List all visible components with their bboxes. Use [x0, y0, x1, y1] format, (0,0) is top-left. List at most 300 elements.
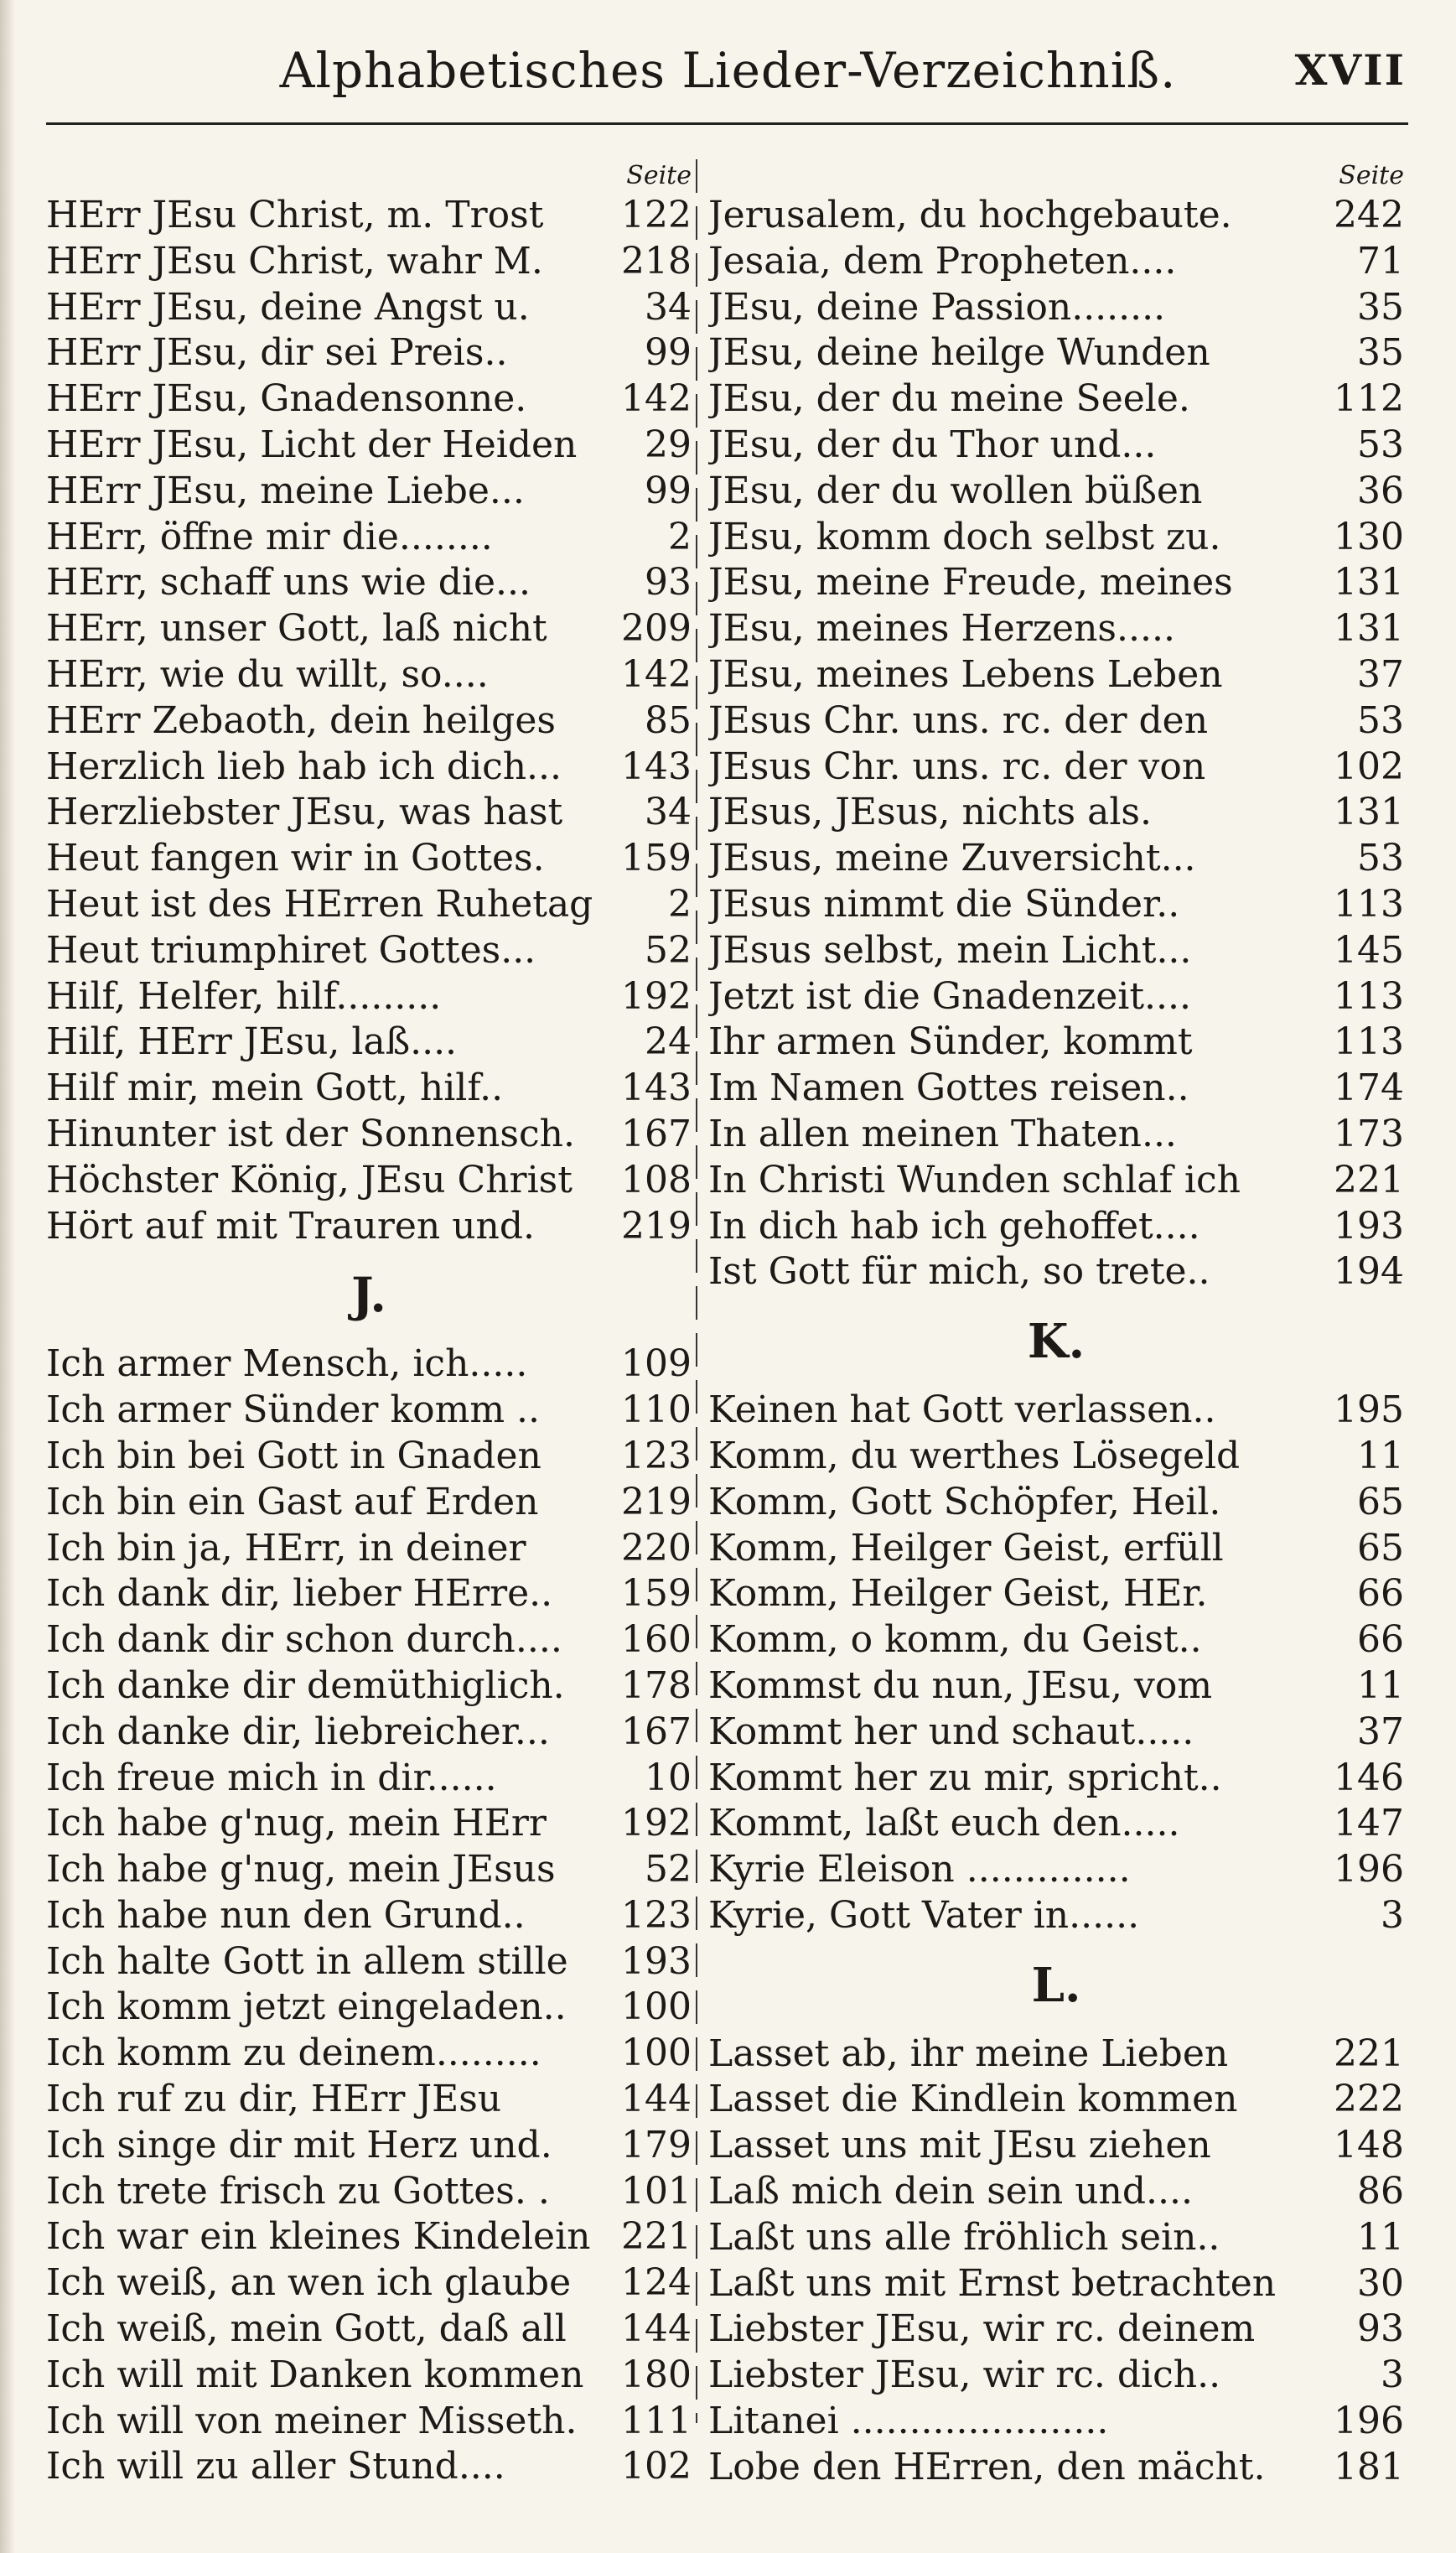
entry-page-number: 34 [645, 791, 692, 834]
index-entry [46, 1985, 692, 2031]
section-heading-k: K. [1027, 1314, 1086, 1370]
entry-page-number: 167 [621, 1710, 692, 1753]
left-column [46, 159, 692, 2490]
index-entry [708, 423, 1404, 469]
entry-page-number: 113 [1334, 1020, 1404, 1064]
entry-page-number: 143 [621, 1066, 692, 1110]
entry-title: Ich dank dir, lieber HErre.. [46, 1572, 553, 1616]
index-entry [46, 790, 692, 836]
entry-title: JEsus Chr. uns. rc. der von [708, 745, 1206, 788]
entry-title: Ich ruf zu dir, HErr JEsu [46, 2078, 502, 2121]
entry-page-number: 180 [621, 2353, 692, 2396]
entry-page-number: 66 [1357, 1618, 1404, 1662]
index-entry [708, 1249, 1404, 1295]
entry-title: Heut triumphiret Gottes... [46, 928, 536, 972]
entry-page-number: 222 [1334, 2078, 1404, 2121]
entry-title: JEsu, meines Lebens Leben [708, 652, 1223, 696]
entry-page-number: 65 [1357, 1526, 1404, 1570]
index-entry [708, 606, 1404, 652]
entry-title: Komm, du werthes Lösegeld [708, 1434, 1241, 1477]
index-entry [708, 330, 1404, 376]
index-entry [46, 1434, 692, 1480]
index-entry [708, 790, 1404, 836]
entry-title: Ich weiß, an wen ich glaube [46, 2261, 572, 2305]
entry-title: Hilf, Helfer, hilf......... [46, 974, 442, 1018]
entry-page-number: 2 [668, 515, 692, 558]
entry-title: Keinen hat Gott verlassen.. [708, 1388, 1216, 1432]
index-entry [708, 1066, 1404, 1112]
index-entry [46, 2123, 692, 2169]
entry-page-number: 147 [1334, 1802, 1404, 1845]
index-entry [46, 2077, 692, 2123]
entry-title: Laßt uns alle fröhlich sein.. [708, 2215, 1220, 2259]
entry-page-number: 100 [621, 1985, 692, 2029]
index-entry [46, 652, 692, 698]
index-entry [46, 1617, 692, 1663]
index-entry [46, 560, 692, 606]
entry-page-number: 144 [621, 2307, 692, 2351]
index-entry [46, 1388, 692, 1434]
entry-title: JEsu, der du meine Seele. [708, 377, 1190, 421]
index-entry [46, 882, 692, 928]
index-entry [708, 1893, 1404, 1939]
entry-page-number: 85 [645, 698, 692, 742]
entry-title: HErr JEsu, Gnadensonne. [46, 377, 527, 421]
seite-label-right: Seite [1339, 161, 1404, 190]
index-entry [46, 1847, 692, 1893]
entry-title: Ich trete frisch zu Gottes. . [46, 2169, 550, 2213]
entry-page-number: 66 [1357, 1572, 1404, 1616]
index-entry [46, 2353, 692, 2399]
index-entry [46, 745, 692, 791]
index-entry [708, 974, 1404, 1020]
entry-title: HErr JEsu, Licht der Heiden [46, 423, 578, 466]
header-rule [46, 122, 1408, 125]
entry-title: Ich danke dir demüthiglich. [46, 1663, 565, 1707]
entry-page-number: 112 [1334, 377, 1404, 421]
page-title: Alphabetisches Lieder-Verzeichniß. [279, 42, 1177, 99]
index-entry [46, 928, 692, 974]
entry-title: JEsus nimmt die Sünder.. [708, 882, 1180, 926]
entries-i-list [46, 1341, 692, 2490]
index-entry [708, 2307, 1404, 2353]
index-entry [708, 2261, 1404, 2307]
entry-page-number: 174 [1334, 1066, 1404, 1110]
entry-title: HErr JEsu, meine Liebe... [46, 469, 525, 512]
entry-page-number: 102 [1334, 745, 1404, 788]
index-entry [46, 2031, 692, 2077]
entry-page-number: 93 [1357, 2307, 1404, 2351]
index-entry [708, 1112, 1404, 1158]
entry-page-number: 123 [621, 1893, 692, 1937]
entry-title: HErr JEsu Christ, wahr M. [46, 239, 543, 283]
entry-page-number: 221 [621, 2215, 692, 2259]
entry-page-number: 179 [621, 2123, 692, 2166]
entry-page-number: 142 [621, 377, 692, 421]
index-entry [708, 1388, 1404, 1434]
entry-page-number: 218 [621, 239, 692, 283]
entry-title: JEsus, meine Zuversicht... [708, 837, 1196, 880]
entry-page-number: 10 [645, 1756, 692, 1799]
entry-page-number: 11 [1357, 2215, 1404, 2259]
entry-title: Laßt uns mit Ernst betrachten [708, 2261, 1277, 2305]
page-number: XVII [1294, 45, 1406, 95]
index-entry [46, 330, 692, 376]
entry-title: Kommst du nun, JEsu, vom [708, 1663, 1213, 1707]
entry-page-number: 130 [1334, 515, 1404, 558]
index-entry [708, 193, 1404, 239]
entry-title: Liebster JEsu, wir rc. deinem [708, 2307, 1256, 2351]
entry-title: In dich hab ich gehoffet.... [708, 1204, 1200, 1248]
entry-title: Ich habe g'nug, mein JEsus [46, 1848, 556, 1891]
index-entry [46, 974, 692, 1020]
index-entry [46, 285, 692, 331]
entry-title: JEsu, meine Freude, meines [708, 561, 1233, 605]
index-entry [46, 1204, 692, 1250]
page-header [0, 42, 1456, 117]
entry-title: JEsu, meines Herzens..... [708, 607, 1175, 651]
index-entry [46, 1571, 692, 1617]
entry-page-number: 36 [1357, 469, 1404, 512]
entry-title: Kommt, laßt euch den..... [708, 1802, 1180, 1845]
index-entry [708, 1204, 1404, 1250]
entry-title: Hilf, HErr JEsu, laß.... [46, 1020, 458, 1064]
entry-title: Herzliebster JEsu, was hast [46, 791, 563, 834]
entry-page-number: 192 [621, 974, 692, 1018]
index-entry [708, 2032, 1404, 2078]
entry-page-number: 110 [621, 1388, 692, 1432]
index-entry [46, 698, 692, 745]
index-entry [46, 836, 692, 882]
entry-title: JEsu, deine heilge Wunden [708, 331, 1210, 375]
entry-page-number: 193 [621, 1939, 692, 1983]
index-entry [708, 2445, 1404, 2491]
entry-title: HErr, schaff uns wie die... [46, 561, 531, 605]
entry-page-number: 221 [1334, 1158, 1404, 1201]
entry-title: JEsu, der du Thor und... [708, 423, 1157, 466]
entry-title: Ich bin ein Gast auf Erden [46, 1480, 539, 1523]
entry-page-number: 196 [1334, 1848, 1404, 1891]
entry-title: Ich will von meiner Misseth. [46, 2399, 578, 2442]
entries-l-list [708, 2032, 1404, 2491]
index-entry [708, 1526, 1404, 1572]
entry-page-number: 100 [621, 2032, 692, 2075]
entry-title: Hinunter ist der Sonnensch. [46, 1112, 575, 1155]
entry-page-number: 34 [645, 285, 692, 329]
index-entry [46, 1801, 692, 1847]
index-entry [46, 469, 692, 515]
entry-title: Komm, Heilger Geist, erfüll [708, 1526, 1224, 1570]
index-entry [708, 1801, 1404, 1847]
index-entry [46, 1663, 692, 1710]
entry-title: Komm, Heilger Geist, HEr. [708, 1572, 1208, 1616]
entry-title: HErr JEsu, dir sei Preis.. [46, 331, 508, 375]
entry-title: Ich armer Mensch, ich..... [46, 1342, 528, 1386]
entry-page-number: 35 [1357, 285, 1404, 329]
entry-title: Ich singe dir mit Herz und. [46, 2123, 552, 2166]
index-entry [708, 1756, 1404, 1802]
index-entry [46, 1939, 692, 1985]
entry-title: Jesaia, dem Propheten.... [708, 239, 1177, 283]
entry-page-number: 159 [621, 837, 692, 880]
index-entry [46, 515, 692, 561]
entry-title: Heut fangen wir in Gottes. [46, 837, 545, 880]
entry-title: Kommt her und schaut..... [708, 1710, 1194, 1753]
entry-page-number: 192 [621, 1802, 692, 1845]
entry-page-number: 111 [621, 2399, 692, 2442]
entry-title: HErr JEsu, deine Angst u. [46, 285, 530, 329]
entry-page-number: 194 [1334, 1250, 1404, 1294]
index-entry [46, 376, 692, 423]
index-entry [708, 560, 1404, 606]
entry-page-number: 142 [621, 652, 692, 696]
entry-title: Ich komm zu deinem......... [46, 2032, 541, 2075]
entry-page-number: 109 [621, 1342, 692, 1386]
index-entry [708, 515, 1404, 561]
entry-page-number: 65 [1357, 1480, 1404, 1523]
entry-page-number: 173 [1334, 1112, 1404, 1155]
entry-page-number: 195 [1334, 1388, 1404, 1432]
entry-title: JEsu, der du wollen büßen [708, 469, 1203, 512]
index-entry [708, 239, 1404, 285]
entry-title: Ich dank dir schon durch.... [46, 1618, 562, 1662]
seite-label-left: Seite [626, 161, 692, 190]
index-entry [708, 882, 1404, 928]
entry-title: Komm, o komm, du Geist.. [708, 1618, 1202, 1662]
entry-page-number: 131 [1334, 607, 1404, 651]
entry-page-number: 86 [1357, 2170, 1404, 2213]
index-entry [46, 193, 692, 239]
entry-page-number: 37 [1357, 1710, 1404, 1753]
entry-title: Liebster JEsu, wir rc. dich.. [708, 2353, 1221, 2397]
page-edge-shadow [0, 0, 15, 2553]
entry-title: Ich bin bei Gott in Gnaden [46, 1434, 541, 1477]
entries-k-list [708, 1388, 1404, 1939]
entry-page-number: 71 [1357, 239, 1404, 283]
index-entry [46, 1756, 692, 1802]
entry-page-number: 124 [621, 2261, 692, 2305]
entry-page-number: 160 [621, 1618, 692, 1662]
entry-title: Jetzt ist die Gnadenzeit.... [708, 974, 1191, 1018]
entry-page-number: 193 [1334, 1204, 1404, 1248]
entry-page-number: 167 [621, 1112, 692, 1155]
entry-title: Ist Gott für mich, so trete.. [708, 1250, 1210, 1294]
index-entry [46, 2214, 692, 2260]
entry-page-number: 53 [1357, 423, 1404, 466]
index-entry [46, 1480, 692, 1526]
index-entry [46, 2260, 692, 2307]
entry-title: Komm, Gott Schöpfer, Heil. [708, 1480, 1221, 1523]
index-entry [46, 1710, 692, 1756]
entry-page-number: 159 [621, 1572, 692, 1616]
index-entry [46, 2169, 692, 2215]
entry-title: Ich komm jetzt eingeladen.. [46, 1985, 567, 2029]
entry-page-number: 181 [1334, 2445, 1404, 2488]
index-entry [46, 2399, 692, 2445]
entry-page-number: 220 [621, 1526, 692, 1570]
index-entry [46, 1526, 692, 1572]
entry-title: HErr JEsu Christ, m. Trost [46, 194, 544, 236]
index-entry [708, 2123, 1404, 2169]
entry-page-number: 93 [645, 561, 692, 605]
entry-page-number: 145 [1334, 928, 1404, 972]
index-entry [708, 1480, 1404, 1526]
index-entry [46, 239, 692, 285]
index-entry [708, 1158, 1404, 1204]
entry-page-number: 2 [668, 882, 692, 926]
entry-page-number: 242 [1334, 194, 1404, 236]
index-entry [708, 1710, 1404, 1756]
index-entry [46, 2307, 692, 2353]
entry-title: Ich war ein kleines Kindelein [46, 2215, 591, 2259]
entry-title: Ich will zu aller Stund.... [46, 2445, 505, 2488]
entry-page-number: 3 [1381, 1893, 1404, 1937]
entry-title: HErr, wie du willt, so.... [46, 652, 489, 696]
index-entry [708, 1847, 1404, 1893]
index-entry [708, 1617, 1404, 1663]
entry-page-number: 209 [621, 607, 692, 651]
index-entry [708, 652, 1404, 698]
entry-title: JEsus, JEsus, nichts als. [708, 791, 1152, 834]
entry-title: Jerusalem, du hochgebaute. [708, 194, 1232, 236]
entry-page-number: 52 [645, 1848, 692, 1891]
entries-j-list [708, 193, 1404, 1295]
index-entry [46, 1020, 692, 1066]
entry-title: Im Namen Gottes reisen.. [708, 1066, 1189, 1110]
entries-h-list [46, 193, 692, 1249]
entry-title: Heut ist des HErren Ruhetag [46, 882, 593, 926]
entry-page-number: 123 [621, 1434, 692, 1477]
entry-title: Hilf mir, mein Gott, hilf.. [46, 1066, 504, 1110]
index-entry [708, 285, 1404, 331]
index-entry [708, 2399, 1404, 2445]
entry-title: JEsus Chr. uns. rc. der den [708, 698, 1209, 742]
entry-title: JEsu, deine Passion........ [708, 285, 1166, 329]
entry-title: Kommt her zu mir, spricht.. [708, 1756, 1222, 1799]
entry-page-number: 148 [1334, 2124, 1404, 2167]
entry-title: Litanei ...................... [708, 2400, 1109, 2443]
index-entry [708, 2169, 1404, 2215]
entry-page-number: 178 [621, 1663, 692, 1707]
entry-title: HErr, unser Gott, laß nicht [46, 607, 547, 651]
entry-page-number: 219 [621, 1204, 692, 1248]
entry-title: Lobe den HErren, den mächt. [708, 2445, 1266, 2488]
entry-title: Ich will mit Danken kommen [46, 2353, 584, 2396]
entry-page-number: 196 [1334, 2400, 1404, 2443]
entry-title: Laß mich dein sein und.... [708, 2170, 1193, 2213]
index-entry [708, 836, 1404, 882]
entry-page-number: 131 [1334, 791, 1404, 834]
index-entry [46, 1341, 692, 1388]
index-entry [708, 2353, 1404, 2399]
entry-title: Herzlich lieb hab ich dich... [46, 745, 562, 788]
index-entry [708, 928, 1404, 974]
entry-page-number: 101 [621, 2169, 692, 2213]
entry-title: In Christi Wunden schlaf ich [708, 1158, 1241, 1201]
index-entry [46, 606, 692, 652]
entry-title: Hört auf mit Trauren und. [46, 1204, 536, 1248]
entry-page-number: 221 [1334, 2032, 1404, 2075]
index-entry [46, 1066, 692, 1112]
entry-title: Lasset ab, ihr meine Lieben [708, 2032, 1229, 2075]
index-entry [708, 1020, 1404, 1066]
entry-title: Ich halte Gott in allem stille [46, 1939, 568, 1983]
entry-title: Kyrie Eleison .............. [708, 1848, 1131, 1891]
entry-page-number: 30 [1357, 2261, 1404, 2305]
entry-title: Ich weiß, mein Gott, daß all [46, 2307, 567, 2351]
index-entry [46, 423, 692, 469]
index-entry [708, 1571, 1404, 1617]
entry-page-number: 131 [1334, 561, 1404, 605]
entry-title: Höchster König, JEsu Christ [46, 1158, 573, 1201]
index-entry [708, 376, 1404, 423]
entry-title: In allen meinen Thaten... [708, 1112, 1177, 1155]
entry-page-number: 11 [1357, 1663, 1404, 1707]
entry-title: Ich bin ja, HErr, in deiner [46, 1526, 526, 1570]
entry-title: HErr, öffne mir die........ [46, 515, 493, 558]
index-entry [708, 1434, 1404, 1480]
entry-title: Ich freue mich in dir...... [46, 1756, 497, 1799]
entry-page-number: 102 [621, 2445, 692, 2488]
entry-title: Ich habe g'nug, mein HErr [46, 1802, 547, 1845]
index-entry [708, 469, 1404, 515]
index-entry [46, 2444, 692, 2490]
entry-title: Ich habe nun den Grund.. [46, 1893, 526, 1937]
entry-title: JEsu, komm doch selbst zu. [708, 515, 1221, 558]
entry-title: HErr Zebaoth, dein heilges [46, 698, 556, 742]
index-entry [46, 1112, 692, 1158]
entry-page-number: 3 [1381, 2353, 1404, 2397]
index-entry [46, 1158, 692, 1204]
entry-page-number: 35 [1357, 331, 1404, 375]
entry-title: Lasset die Kindlein kommen [708, 2078, 1238, 2121]
entry-page-number: 113 [1334, 882, 1404, 926]
entry-page-number: 53 [1357, 837, 1404, 880]
entry-page-number: 99 [645, 469, 692, 512]
entry-page-number: 29 [645, 423, 692, 466]
entry-title: Ich armer Sünder komm .. [46, 1388, 540, 1432]
entry-title: JEsus selbst, mein Licht... [708, 928, 1192, 972]
entry-page-number: 146 [1334, 1756, 1404, 1799]
right-column [708, 159, 1404, 2491]
column-divider [696, 159, 697, 2423]
index-entry [708, 745, 1404, 791]
entry-page-number: 219 [621, 1480, 692, 1523]
entry-page-number: 99 [645, 331, 692, 375]
section-heading-j: J. [351, 1268, 386, 1324]
entry-page-number: 108 [621, 1158, 692, 1201]
section-heading-l: L. [1031, 1957, 1081, 2013]
entry-page-number: 37 [1357, 652, 1404, 696]
index-entry [708, 2077, 1404, 2123]
entry-title: Ich danke dir, liebreicher... [46, 1710, 550, 1753]
entry-page-number: 113 [1334, 974, 1404, 1018]
entry-page-number: 24 [645, 1020, 692, 1064]
index-entry [46, 1893, 692, 1939]
entry-title: Kyrie, Gott Vater in...... [708, 1893, 1140, 1937]
index-entry [708, 698, 1404, 745]
entry-page-number: 144 [621, 2078, 692, 2121]
entry-page-number: 143 [621, 745, 692, 788]
entry-page-number: 53 [1357, 698, 1404, 742]
entry-title: Ihr armen Sünder, kommt [708, 1020, 1193, 1064]
entry-title: Lasset uns mit JEsu ziehen [708, 2124, 1211, 2167]
index-entry [708, 1663, 1404, 1710]
entry-page-number: 122 [621, 194, 692, 236]
index-entry [708, 2215, 1404, 2261]
entry-page-number: 11 [1357, 1434, 1404, 1477]
entry-page-number: 52 [645, 928, 692, 972]
